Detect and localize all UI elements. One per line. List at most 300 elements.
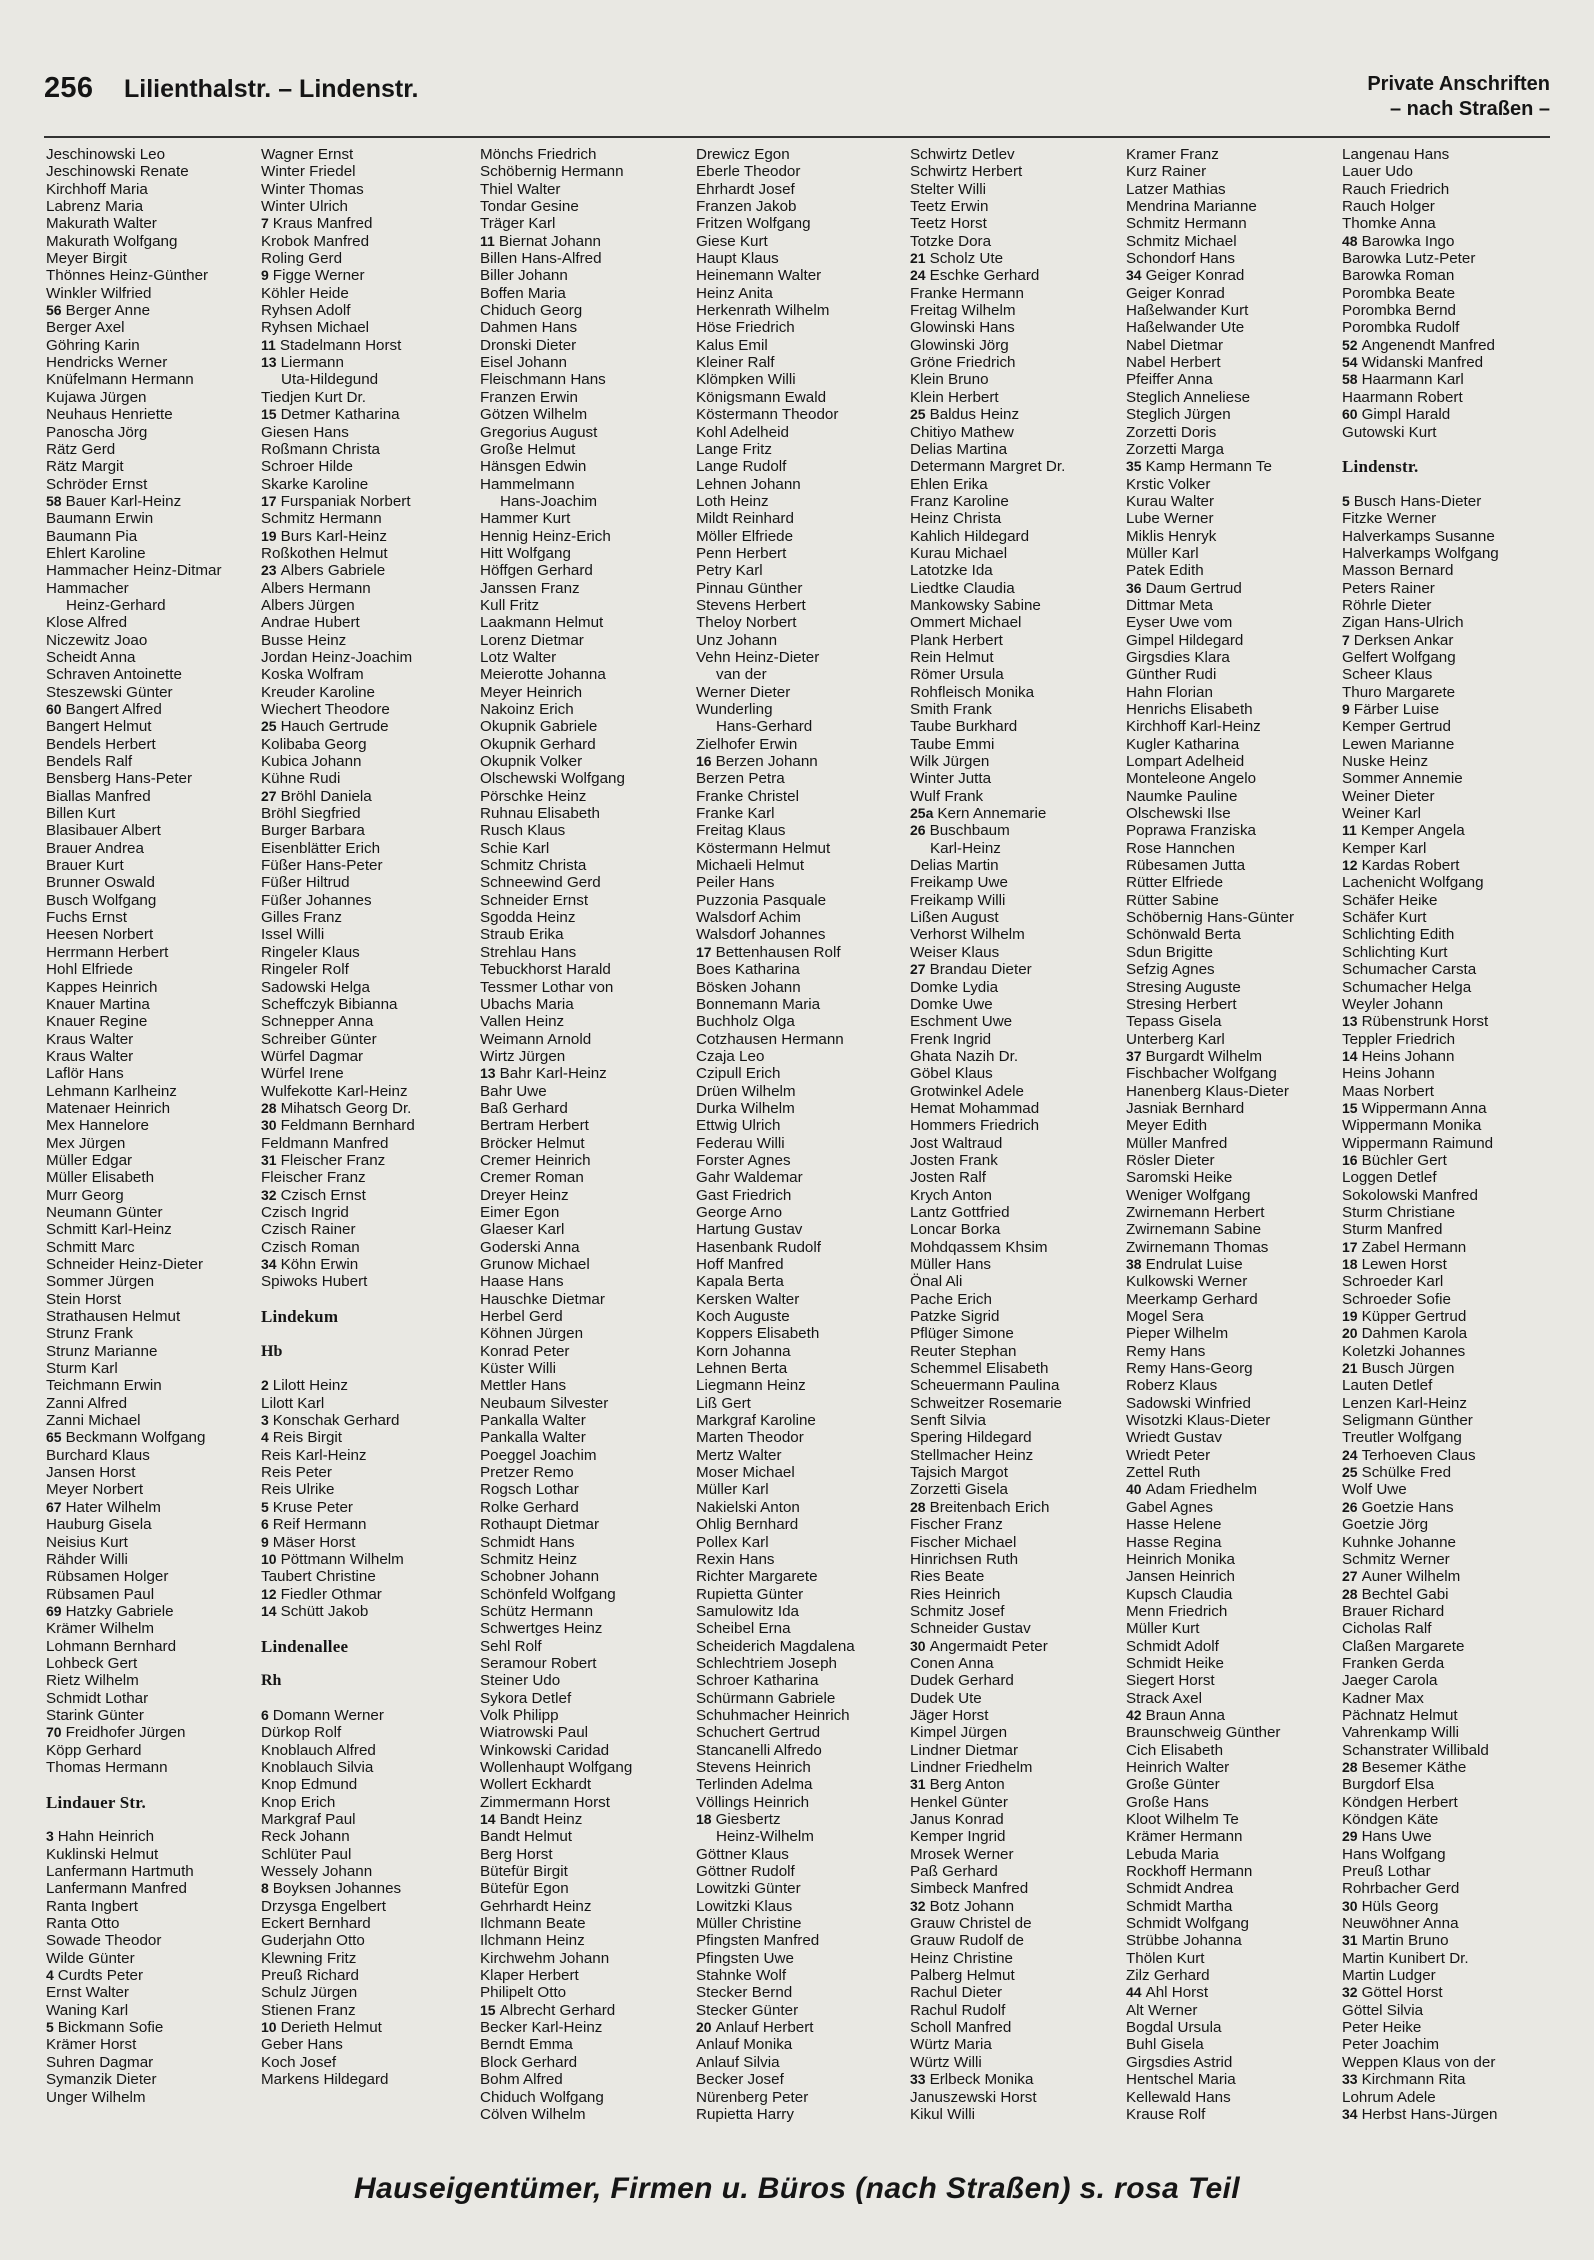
resident-entry	[1342, 2106, 1550, 2123]
resident-name: Baldus Heinz	[929, 406, 1020, 424]
resident-entry	[1342, 1828, 1550, 1845]
resident-entry: Kohl Adelheid	[696, 423, 789, 441]
resident-entry: Mex Jürgen	[46, 1134, 126, 1152]
resident-entry: Meyer Norbert	[46, 1481, 144, 1499]
resident-entry	[1342, 822, 1550, 839]
house-number: 15	[1342, 1099, 1358, 1116]
resident-entry: Nabel Dietmar	[1126, 336, 1224, 354]
resident-entry	[1342, 1568, 1550, 1585]
resident-entry: Ilchmann Heinz	[480, 1932, 585, 1950]
resident-entry: Rauch Friedrich	[1342, 180, 1450, 198]
resident-entry	[261, 1377, 469, 1394]
resident-entry: Chitiyo Mathew	[910, 423, 1014, 441]
resident-entry: Taube Burkhard	[910, 718, 1018, 736]
resident-entry: Fritzen Wolfgang	[696, 215, 811, 233]
resident-entry: Preuß Richard	[261, 1967, 359, 1985]
resident-entry	[46, 1603, 254, 1620]
resident-entry: Schmidt Adolf	[1126, 1637, 1219, 1655]
resident-entry: Römer Ursula	[910, 666, 1004, 684]
resident-entry: Thiel Walter	[480, 180, 561, 198]
resident-entry: Kirchhoff Maria	[46, 180, 148, 198]
resident-entry	[46, 2019, 254, 2036]
resident-entry	[261, 1534, 469, 1551]
resident-entry: Scheuermann Paulina	[910, 1377, 1060, 1395]
resident-entry: Tajsich Margot	[910, 1464, 1008, 1482]
resident-name: Terhoeven Claus	[1361, 1446, 1476, 1464]
resident-entry: Braunschweig Günther	[1126, 1724, 1281, 1742]
resident-entry: Winter Thomas	[261, 180, 364, 198]
resident-entry: Pfeiffer Anna	[1126, 371, 1213, 389]
resident-entry: Laakmann Helmut	[480, 614, 604, 632]
resident-entry: Bensberg Hans-Peter	[46, 770, 193, 788]
resident-entry: Lindner Dietmar	[910, 1741, 1019, 1759]
resident-entry: Berndt Emma	[480, 2036, 573, 2054]
resident-entry: Heinz Christa	[910, 510, 1002, 528]
resident-entry: Müller Kurt	[1126, 1620, 1200, 1638]
resident-entry: Thomas Hermann	[46, 1758, 168, 1776]
resident-entry: Eschment Uwe	[910, 1013, 1013, 1031]
resident-entry: Hitt Wolfgang	[480, 544, 571, 562]
resident-entry: Winter Jutta	[910, 770, 992, 788]
resident-name: Burgardt Wilhelm	[1145, 1047, 1263, 1065]
resident-entry: Fischbacher Wolfgang	[1126, 1065, 1277, 1083]
resident-name: Endrulat Luise	[1145, 1256, 1243, 1273]
resident-entry: Baumann Erwin	[46, 510, 154, 528]
resident-entry: Meerkamp Gerhard	[1126, 1290, 1258, 1308]
resident-entry: Wulfekotte Karl-Heinz	[261, 1082, 408, 1100]
resident-entry	[261, 1603, 469, 1620]
resident-entry	[1342, 1447, 1550, 1464]
resident-entry: Sturm Christiane	[1342, 1203, 1456, 1221]
spacer	[261, 1291, 469, 1308]
resident-entry: Biallas Manfred	[46, 787, 151, 805]
resident-name: Bahr Karl-Heinz	[499, 1065, 607, 1083]
resident-entry: Schmidt Wolfgang	[1126, 1915, 1249, 1933]
resident-entry: Wulf Frank	[910, 787, 984, 805]
resident-entry: Köstermann Helmut	[696, 839, 831, 857]
resident-entry: Teppler Friedrich	[1342, 1030, 1456, 1048]
resident-entry: Strack Axel	[1126, 1689, 1202, 1707]
resident-entry: Girgsdies Astrid	[1126, 2053, 1233, 2071]
resident-entry: Schneider Gustav	[910, 1620, 1031, 1638]
resident-entry: Pieper Wilhelm	[1126, 1325, 1229, 1343]
resident-entry	[1342, 1308, 1550, 1325]
street-heading: Lindauer Str.	[46, 1792, 146, 1812]
resident-entry	[1342, 857, 1550, 874]
resident-entry: Werner Dieter	[696, 683, 791, 701]
resident-entry: Rolke Gerhard	[480, 1498, 579, 1516]
house-number: 7	[1342, 631, 1350, 648]
resident-entry: Czaja Leo	[696, 1047, 765, 1065]
resident-entry: Bütefür Egon	[480, 1880, 569, 1898]
resident-name: Bettenhausen Rolf	[715, 943, 841, 961]
house-number: 13	[1342, 1013, 1358, 1030]
resident-entry: Sykora Detlef	[480, 1689, 572, 1707]
resident-entry: Göhring Karin	[46, 336, 140, 354]
directory-column-4	[696, 146, 904, 2123]
resident-entry: Schmitz Josef	[910, 1602, 1005, 1620]
resident-entry: Puzzonia Pasquale	[696, 891, 827, 909]
resident-entry: Thomke Anna	[1342, 215, 1436, 233]
resident-entry: Schmitz Hermann	[1126, 215, 1247, 233]
house-number: 17	[1342, 1238, 1358, 1255]
resident-name: Furspaniak Norbert	[280, 492, 411, 510]
resident-entry: Rübesamen Jutta	[1126, 857, 1246, 875]
resident-name: Bangert Alfred	[65, 701, 162, 718]
resident-entry: Heinrich Monika	[1126, 1550, 1235, 1568]
resident-name: Küpper Gertrud	[1361, 1308, 1467, 1326]
resident-entry: Klewning Fritz	[261, 1949, 357, 1967]
resident-entry: Rübsamen Paul	[46, 1585, 155, 1603]
resident-name: Figge Werner	[272, 267, 365, 285]
resident-entry: Andrae Hubert	[261, 614, 360, 632]
resident-entry: Rätz Margit	[46, 458, 124, 476]
resident-entry: Pollex Karl	[696, 1533, 769, 1551]
resident-entry: Schwirtz Detlev	[910, 146, 1015, 163]
resident-entry: Maas Norbert	[1342, 1082, 1435, 1100]
resident-entry: Siegert Horst	[1126, 1672, 1215, 1690]
resident-entry	[910, 406, 1118, 423]
resident-entry: Schneider Ernst	[480, 891, 589, 909]
resident-entry	[910, 1499, 1118, 1516]
resident-entry: Meierotte Johanna	[480, 666, 606, 684]
resident-entry	[261, 1256, 469, 1273]
house-number: 13	[261, 354, 277, 371]
resident-entry: Möller Elfriede	[696, 527, 794, 545]
resident-entry: Lohmann Bernhard	[46, 1637, 177, 1655]
resident-entry: Cich Elisabeth	[1126, 1741, 1224, 1759]
resident-entry: Gregorius August	[480, 423, 598, 441]
resident-entry: Herrmann Herbert	[46, 943, 169, 961]
resident-entry: Weppen Klaus von der	[1342, 2053, 1496, 2071]
resident-entry: Rusch Klaus	[480, 822, 566, 840]
resident-entry: Blasibauer Albert	[46, 822, 161, 840]
resident-entry	[1342, 1984, 1550, 2001]
resident-entry: Knop Erich	[261, 1793, 336, 1811]
house-number: 40	[1126, 1481, 1142, 1498]
resident-entry: Lanfermann Hartmuth	[46, 1863, 194, 1881]
house-number: 58	[46, 492, 62, 509]
resident-entry: Kemper Gertrud	[1342, 718, 1451, 736]
resident-entry	[46, 1429, 254, 1446]
resident-name: Braun Anna	[1145, 1706, 1225, 1724]
resident-entry: Lauer Udo	[1342, 163, 1413, 181]
resident-entry: Porombka Bernd	[1342, 302, 1456, 320]
resident-entry: Rothaupt Dietmar	[480, 1516, 600, 1534]
resident-entry: Wolf Uwe	[1342, 1481, 1407, 1499]
resident-entry: Scheibel Erna	[696, 1620, 791, 1638]
resident-entry: Poeggel Joachim	[480, 1446, 597, 1464]
resident-entry: Wagner Ernst	[261, 146, 354, 163]
resident-entry	[261, 1880, 469, 1897]
resident-name: Ahl Horst	[1145, 1984, 1209, 2002]
resident-entry: Rütter Sabine	[1126, 891, 1219, 909]
resident-name: Auner Wilhelm	[1361, 1568, 1461, 1586]
resident-entry: Schroer Katharina	[696, 1672, 819, 1690]
resident-entry: Kimpel Jürgen	[910, 1724, 1008, 1742]
resident-entry: Roßmann Christa	[261, 440, 381, 458]
resident-entry: Neuwöhner Anna	[1342, 1915, 1459, 1933]
resident-entry: Eberle Theodor	[696, 163, 801, 181]
house-number: 32	[1342, 1984, 1358, 2001]
resident-name: Feldmann Bernhard	[280, 1117, 415, 1135]
resident-entry: Spering Hildegard	[910, 1429, 1032, 1447]
resident-entry: Schlichting Edith	[1342, 926, 1455, 944]
resident-entry: Jost Waltraud	[910, 1134, 1003, 1152]
resident-entry: Scheer Klaus	[1342, 666, 1433, 684]
resident-entry: Müller Karl	[1126, 544, 1199, 562]
resident-entry: Eimer Egon	[480, 1203, 560, 1221]
house-number: 58	[1342, 371, 1358, 388]
resident-entry: Janus Konrad	[910, 1811, 1004, 1828]
house-number: 31	[910, 1776, 926, 1793]
resident-entry: Wriedt Peter	[1126, 1446, 1211, 1464]
house-number: 67	[46, 1498, 62, 1515]
resident-entry: Grauw Christel de	[910, 1915, 1032, 1933]
house-number: 36	[1126, 579, 1142, 596]
resident-entry	[261, 1100, 469, 1117]
resident-entry: Klein Bruno	[910, 371, 989, 389]
resident-entry: Hendricks Werner	[46, 354, 168, 372]
resident-entry: Albers Hermann	[261, 579, 371, 597]
house-number: 27	[910, 961, 926, 978]
resident-entry: Lehnen Johann	[696, 475, 801, 493]
resident-entry: Schröder Ernst	[46, 475, 148, 493]
resident-entry	[910, 2071, 1118, 2088]
entry-continuation: Heinz-Gerhard	[66, 596, 166, 614]
resident-entry	[1126, 580, 1334, 597]
resident-entry: Domke Uwe	[910, 995, 993, 1013]
house-number: 24	[910, 267, 926, 284]
street-heading: Lindekum	[261, 1307, 339, 1327]
resident-entry: Kellewald Hans	[1126, 2088, 1231, 2106]
resident-entry	[1342, 2071, 1550, 2088]
resident-entry: Lange Fritz	[696, 440, 772, 458]
house-number: 65	[46, 1429, 62, 1446]
resident-entry: Füßer Hiltrud	[261, 874, 350, 892]
resident-entry: Durka Wilhelm	[696, 1099, 795, 1117]
resident-entry: Markgraf Karoline	[696, 1412, 816, 1430]
resident-entry: Wiatrowski Paul	[480, 1724, 589, 1742]
resident-entry: Guderjahn Otto	[261, 1932, 365, 1950]
resident-entry: Tessmer Lothar von	[480, 978, 614, 996]
house-number: 4	[261, 1429, 269, 1446]
resident-entry: Rähder Willi	[46, 1550, 128, 1568]
house-number: 12	[1342, 857, 1358, 874]
resident-entry: Höffgen Gerhard	[480, 562, 593, 580]
resident-entry: Mrosek Werner	[910, 1845, 1014, 1863]
resident-entry: Teichmann Erwin	[46, 1377, 162, 1395]
resident-entry: Naumke Pauline	[1126, 787, 1238, 805]
resident-name: Lilott Heinz	[272, 1377, 348, 1395]
resident-name: Göttel Horst	[1361, 1984, 1443, 2002]
house-number: 9	[261, 1533, 269, 1550]
house-number: 35	[1126, 458, 1142, 475]
resident-entry: Schobner Johann	[480, 1568, 600, 1586]
resident-name: Wippermann Anna	[1361, 1099, 1487, 1117]
resident-name: Mihatsch Georg Dr.	[280, 1099, 412, 1117]
house-number: 27	[1342, 1568, 1358, 1585]
resident-entry: Strunz Marianne	[46, 1342, 158, 1360]
house-number: 48	[1342, 232, 1358, 249]
resident-entry	[1342, 1048, 1550, 1065]
resident-entry: Franke Karl	[696, 805, 775, 823]
resident-entry	[46, 493, 254, 510]
resident-entry: Teetz Erwin	[910, 198, 989, 216]
resident-entry: Günther Rudi	[1126, 666, 1217, 684]
resident-entry: Schmidt Hans	[480, 1533, 575, 1551]
resident-entry: Girgsdies Klara	[1126, 648, 1230, 666]
resident-entry: Kraus Walter	[46, 1030, 134, 1048]
house-number: 38	[1126, 1256, 1142, 1272]
resident-name: Kardas Robert	[1361, 857, 1460, 875]
resident-entry: Stecker Günter	[696, 2001, 799, 2019]
resident-entry: Kupsch Claudia	[1126, 1585, 1233, 1603]
resident-entry: Hasenbank Rudolf	[696, 1238, 821, 1256]
resident-entry: Boes Katharina	[696, 961, 800, 979]
house-number: 44	[1126, 1984, 1142, 2001]
resident-entry: Heinz Anita	[696, 284, 773, 302]
resident-name: Kraus Manfred	[272, 215, 373, 233]
page-street-range: Lilienthalstr. – Lindenstr.	[124, 75, 419, 103]
resident-entry	[910, 1776, 1118, 1793]
resident-entry: Hanenberg Klaus-Dieter	[1126, 1082, 1289, 1100]
resident-entry: Lohrum Adele	[1342, 2088, 1436, 2106]
resident-entry: Schreiber Günter	[261, 1030, 377, 1048]
resident-entry: Franz Karoline	[910, 492, 1009, 510]
resident-entry: Penn Herbert	[696, 544, 787, 562]
resident-entry: Neuhaus Henriette	[46, 406, 173, 424]
resident-entry: Waning Karl	[46, 2001, 129, 2019]
resident-entry: Wippermann Raimund	[1342, 1134, 1494, 1152]
resident-entry: Große Helmut	[480, 440, 576, 458]
entry-continuation: Hans-Joachim	[500, 492, 598, 510]
resident-entry: Jordan Heinz-Joachim	[261, 648, 413, 666]
resident-name: Freidhofer Jürgen	[65, 1724, 186, 1742]
resident-entry: Neumann Günter	[46, 1203, 163, 1221]
resident-entry: Bendels Herbert	[46, 735, 156, 753]
resident-entry: Müller Karl	[696, 1481, 769, 1499]
resident-entry: Steiner Udo	[480, 1672, 561, 1690]
resident-entry: Bahr Uwe	[480, 1082, 547, 1100]
resident-entry: Goetzie Jörg	[1342, 1516, 1429, 1534]
directory-column-1	[46, 146, 254, 2106]
resident-entry: Wilde Günter	[46, 1949, 135, 1967]
resident-entry: Steszewski Günter	[46, 683, 173, 701]
resident-entry	[1126, 1048, 1334, 1065]
resident-entry: Okupnik Gerhard	[480, 735, 596, 753]
house-number: 30	[261, 1117, 277, 1134]
resident-entry: Weiser Klaus	[910, 943, 1000, 961]
resident-entry	[1342, 493, 1550, 510]
house-number: 14	[261, 1602, 277, 1619]
resident-entry	[46, 1828, 254, 1845]
resident-entry: Baß Gerhard	[480, 1099, 568, 1117]
resident-entry: Goderski Anna	[480, 1238, 580, 1256]
resident-entry: Straub Erika	[480, 926, 564, 944]
resident-entry	[1342, 1759, 1550, 1776]
resident-entry: Schäfer Kurt	[1342, 909, 1427, 927]
resident-entry: Loncar Borka	[910, 1221, 1001, 1239]
resident-entry: Bandt Helmut	[480, 1828, 573, 1846]
resident-entry	[261, 2019, 469, 2036]
resident-entry: Boffen Maria	[480, 284, 566, 302]
footer-note: Hauseigentümer, Firmen u. Büros (nach Straßen) s. rosa Teil	[353, 2172, 1241, 2205]
resident-entry: Dreyer Heinz	[480, 1186, 569, 1204]
resident-entry: Korn Johanna	[696, 1342, 791, 1360]
section-title-line1: Private Anschriften	[1367, 73, 1550, 95]
house-number: 24	[1342, 1446, 1358, 1463]
resident-entry: Hemat Mohammad	[910, 1099, 1040, 1117]
resident-entry: Kikul Willi	[910, 2105, 975, 2123]
resident-entry: Weiner Karl	[1342, 805, 1422, 823]
house-number: 3	[46, 1828, 54, 1845]
resident-name: Kern Annemarie	[937, 805, 1047, 823]
resident-entry: Stellmacher Heinz	[910, 1446, 1034, 1464]
resident-name: Bechtel Gabi	[1361, 1585, 1449, 1603]
house-number: 17	[696, 943, 712, 960]
resident-entry: Hammer Kurt	[480, 510, 571, 528]
resident-entry: Sefzig Agnes	[1126, 961, 1215, 979]
resident-entry: Geber Hans	[261, 2036, 343, 2054]
resident-entry: Conen Anna	[910, 1654, 994, 1672]
resident-entry: Nakielski Anton	[696, 1498, 800, 1516]
resident-entry: Billen Hans-Alfred	[480, 250, 602, 268]
resident-name: Albrecht Gerhard	[499, 2001, 616, 2019]
house-number: 60	[46, 701, 62, 717]
house-number: 28	[1342, 1758, 1358, 1775]
resident-name: Bauer Karl-Heinz	[65, 492, 182, 510]
resident-entry: Koska Wolfram	[261, 666, 364, 684]
resident-entry	[1126, 1707, 1334, 1724]
resident-entry: Cotzhausen Hermann	[696, 1030, 844, 1048]
resident-entry	[261, 215, 469, 232]
resident-entry: Würtz Maria	[910, 2036, 992, 2054]
resident-entry: Krämer Wilhelm	[46, 1620, 155, 1638]
resident-entry: Paß Gerhard	[910, 1863, 998, 1881]
resident-name: Breitenbach Erich	[929, 1498, 1050, 1516]
resident-entry: Roling Gerd	[261, 250, 343, 268]
resident-entry: Weyler Johann	[1342, 995, 1444, 1013]
resident-entry: Berzen Petra	[696, 770, 785, 788]
resident-entry: Schondorf Hans	[1126, 250, 1235, 268]
resident-name: Lewen Horst	[1361, 1256, 1447, 1273]
resident-entry: Önal Ali	[910, 1273, 963, 1291]
resident-entry: Stecker Bernd	[696, 1984, 793, 2002]
page-number: 256	[44, 72, 94, 104]
resident-entry: Köndgen Herbert	[1342, 1793, 1458, 1811]
resident-entry: Schmidt Andrea	[1126, 1880, 1234, 1898]
resident-entry: Pfingsten Manfred	[696, 1932, 820, 1950]
resident-entry: Januszewski Horst	[910, 2088, 1037, 2106]
resident-entry: Meyer Birgit	[46, 250, 128, 268]
resident-entry: Franzen Erwin	[480, 388, 578, 406]
resident-name: Beckmann Wolfgang	[65, 1429, 206, 1447]
resident-entry: Kühne Rudi	[261, 770, 341, 788]
resident-entry	[261, 1187, 469, 1204]
resident-entry: Gehrhardt Heinz	[480, 1897, 592, 1915]
resident-entry: Cremer Roman	[480, 1169, 584, 1187]
resident-entry	[261, 267, 469, 284]
resident-entry: Murr Georg	[46, 1186, 124, 1204]
resident-entry: Zwirnemann Thomas	[1126, 1238, 1269, 1256]
resident-entry: Lenzen Karl-Heinz	[1342, 1394, 1467, 1412]
resident-entry: Loggen Detlef	[1342, 1169, 1437, 1187]
resident-entry: Müller Christine	[696, 1915, 802, 1933]
resident-entry: Dudek Ute	[910, 1689, 982, 1707]
resident-entry: Reis Peter	[261, 1464, 332, 1482]
resident-entry: Neisius Kurt	[46, 1533, 128, 1551]
